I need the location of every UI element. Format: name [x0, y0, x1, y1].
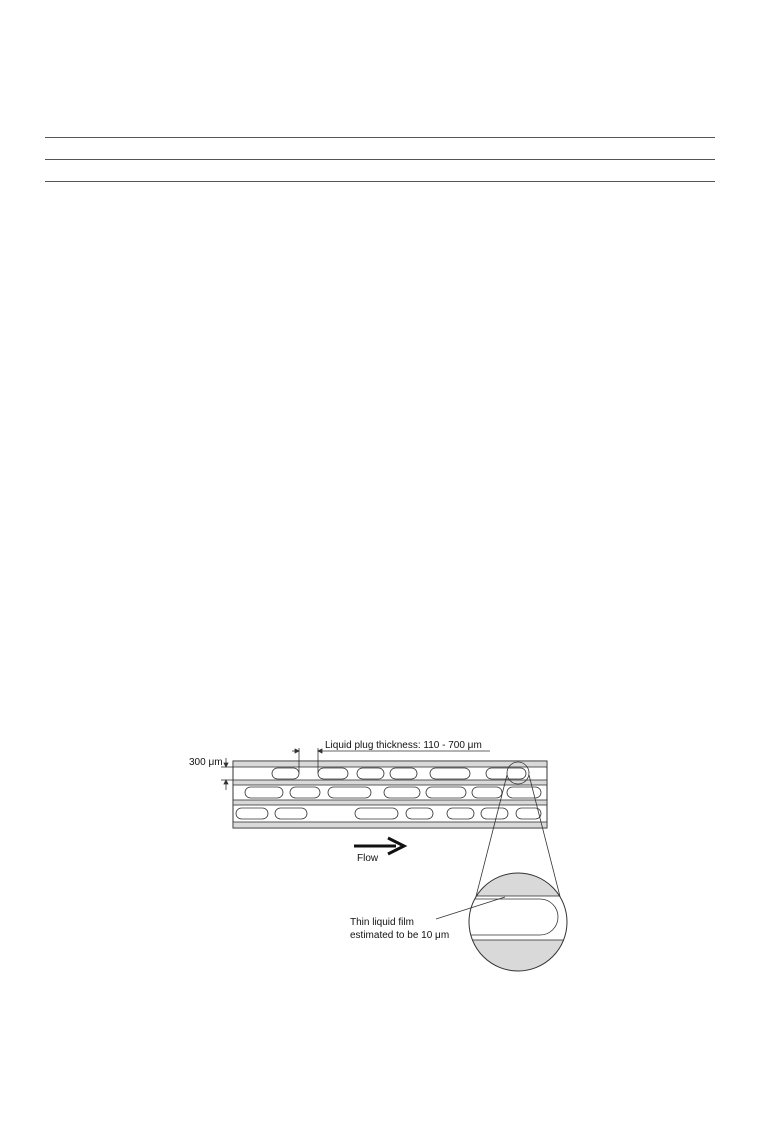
dimension-label: 300 μm	[189, 757, 223, 768]
bubble	[245, 787, 283, 798]
channel-wall-1	[233, 761, 547, 767]
magnified-wall-top	[460, 870, 580, 896]
channel-dimension-marker	[221, 758, 233, 790]
dimension-arrow-bottom-icon	[224, 780, 228, 784]
bubble	[290, 787, 320, 798]
bubble	[236, 808, 268, 819]
bubble	[357, 768, 384, 779]
bubble	[406, 808, 433, 819]
bubble	[447, 808, 474, 819]
magnified-view	[460, 870, 580, 980]
channel-wall-4	[233, 822, 547, 828]
dimension-arrow-top-icon	[224, 763, 228, 767]
bubble	[426, 787, 466, 798]
bubble	[272, 768, 299, 779]
bubble	[516, 808, 541, 819]
channel-wall-2	[233, 780, 547, 785]
bubble	[472, 787, 502, 798]
bubble	[481, 808, 508, 819]
bubble	[390, 768, 417, 779]
flow-arrow-icon	[354, 838, 404, 854]
flow-label: Flow	[357, 853, 379, 864]
plug-thickness-label: Liquid plug thickness: 110 - 700 μm	[325, 740, 482, 751]
bubble	[355, 808, 398, 819]
bubble-row-3	[236, 808, 541, 819]
bubble	[318, 768, 348, 779]
film-label-line2: estimated to be 10 μm	[350, 930, 450, 941]
bubble	[430, 768, 470, 779]
film-label-line1: Thin liquid film	[350, 917, 414, 928]
bubble	[275, 808, 307, 819]
plug-arrow-right-icon	[318, 749, 322, 753]
bubble	[384, 787, 420, 798]
bubble	[507, 787, 541, 798]
bubble	[328, 787, 371, 798]
magnified-bubble	[460, 899, 558, 935]
magnified-wall-bottom	[460, 940, 580, 980]
plug-arrow-left-icon	[295, 749, 299, 753]
